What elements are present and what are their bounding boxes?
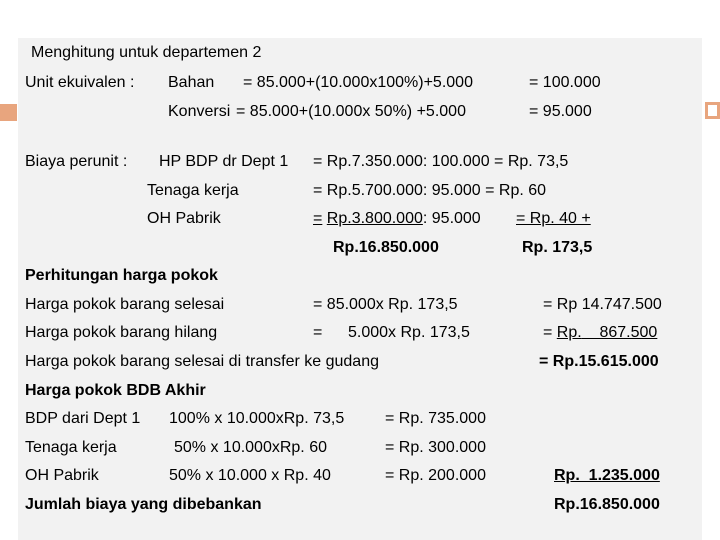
bahan-formula: = 85.000+(10.000x100%)+5.000 xyxy=(243,74,473,91)
page-title: Menghitung untuk departemen 2 xyxy=(31,44,262,61)
bdb-akhir-heading: Harga pokok BDB Akhir xyxy=(25,382,206,399)
bdb-oh-result: = Rp. 200.000 xyxy=(385,467,486,484)
hp-hilang-result-value: 867.500 xyxy=(581,324,658,341)
tenaga-kerja-formula: = Rp.5.700.000: 95.000 = Rp. 60 xyxy=(313,182,547,199)
hp-hilang-formula: 5.000x Rp. 173,5 xyxy=(348,324,470,341)
hp-hilang-eq: = xyxy=(313,324,323,341)
bdp-dept1-formula: 100% x 10.000xRp. 73,5 xyxy=(169,410,345,427)
jumlah-biaya-label: Jumlah biaya yang dibebankan xyxy=(25,496,262,513)
hp-transfer-label: Harga pokok barang selesai di transfer ke gudang xyxy=(25,353,379,370)
hp-hilang-result xyxy=(543,323,657,343)
oh-pabrik-result: = Rp. 40 + xyxy=(516,210,591,227)
total-unit-cost: Rp. 173,5 xyxy=(522,239,593,256)
oh-pabrik-label: OH Pabrik xyxy=(147,210,221,227)
oh-pabrik-formula xyxy=(313,209,481,229)
hp-hilang-result-prefix: = xyxy=(543,324,557,341)
bahan-label: Bahan xyxy=(168,74,215,91)
oh-pabrik-eq: = xyxy=(313,210,323,227)
unit-ekuivalen-label: Unit ekuivalen : xyxy=(25,74,135,91)
decorative-accent-left xyxy=(0,104,17,121)
hp-selesai-result: = Rp 14.747.500 xyxy=(543,296,662,313)
bdp-dept1-result: = Rp. 735.000 xyxy=(385,410,486,427)
jumlah-biaya-total: Rp.16.850.000 xyxy=(554,496,660,513)
hp-selesai-formula: = 85.000x Rp. 173,5 xyxy=(313,296,458,313)
bdb-total: Rp. 1.235.000 xyxy=(554,467,660,484)
decorative-accent-right xyxy=(705,102,720,119)
bahan-result: = 100.000 xyxy=(529,74,601,91)
oh-pabrik-divisor: : 95.000 xyxy=(422,210,481,227)
bdb-tk-label: Tenaga kerja xyxy=(25,439,117,456)
hp-selesai-label: Harga pokok barang selesai xyxy=(25,296,225,313)
konversi-formula: = 85.000+(10.000x 50%) +5.000 xyxy=(236,103,466,120)
bdb-tk-formula: 50% x 10.000xRp. 60 xyxy=(174,439,327,456)
biaya-perunit-label: Biaya perunit : xyxy=(25,153,128,170)
perhitungan-heading: Perhitungan harga pokok xyxy=(25,267,218,284)
hp-hilang-result-rp: Rp. xyxy=(556,324,582,341)
bdb-oh-label: OH Pabrik xyxy=(25,467,99,484)
hp-bdp-label: HP BDP dr Dept 1 xyxy=(159,153,289,170)
tenaga-kerja-label: Tenaga kerja xyxy=(147,182,239,199)
total-biaya: Rp.16.850.000 xyxy=(333,239,439,256)
oh-pabrik-amount: Rp.3.800.000 xyxy=(326,210,423,227)
bdb-tk-result: = Rp. 300.000 xyxy=(385,439,486,456)
hp-bdp-formula: = Rp.7.350.000: 100.000 = Rp. 73,5 xyxy=(313,153,569,170)
hp-hilang-label: Harga pokok barang hilang xyxy=(25,324,218,341)
bdb-oh-formula: 50% x 10.000 x Rp. 40 xyxy=(169,467,331,484)
bdp-dept1-label: BDP dari Dept 1 xyxy=(25,410,141,427)
konversi-result: = 95.000 xyxy=(529,103,592,120)
hp-transfer-result: = Rp.15.615.000 xyxy=(539,353,659,370)
konversi-label: Konversi xyxy=(168,103,231,120)
